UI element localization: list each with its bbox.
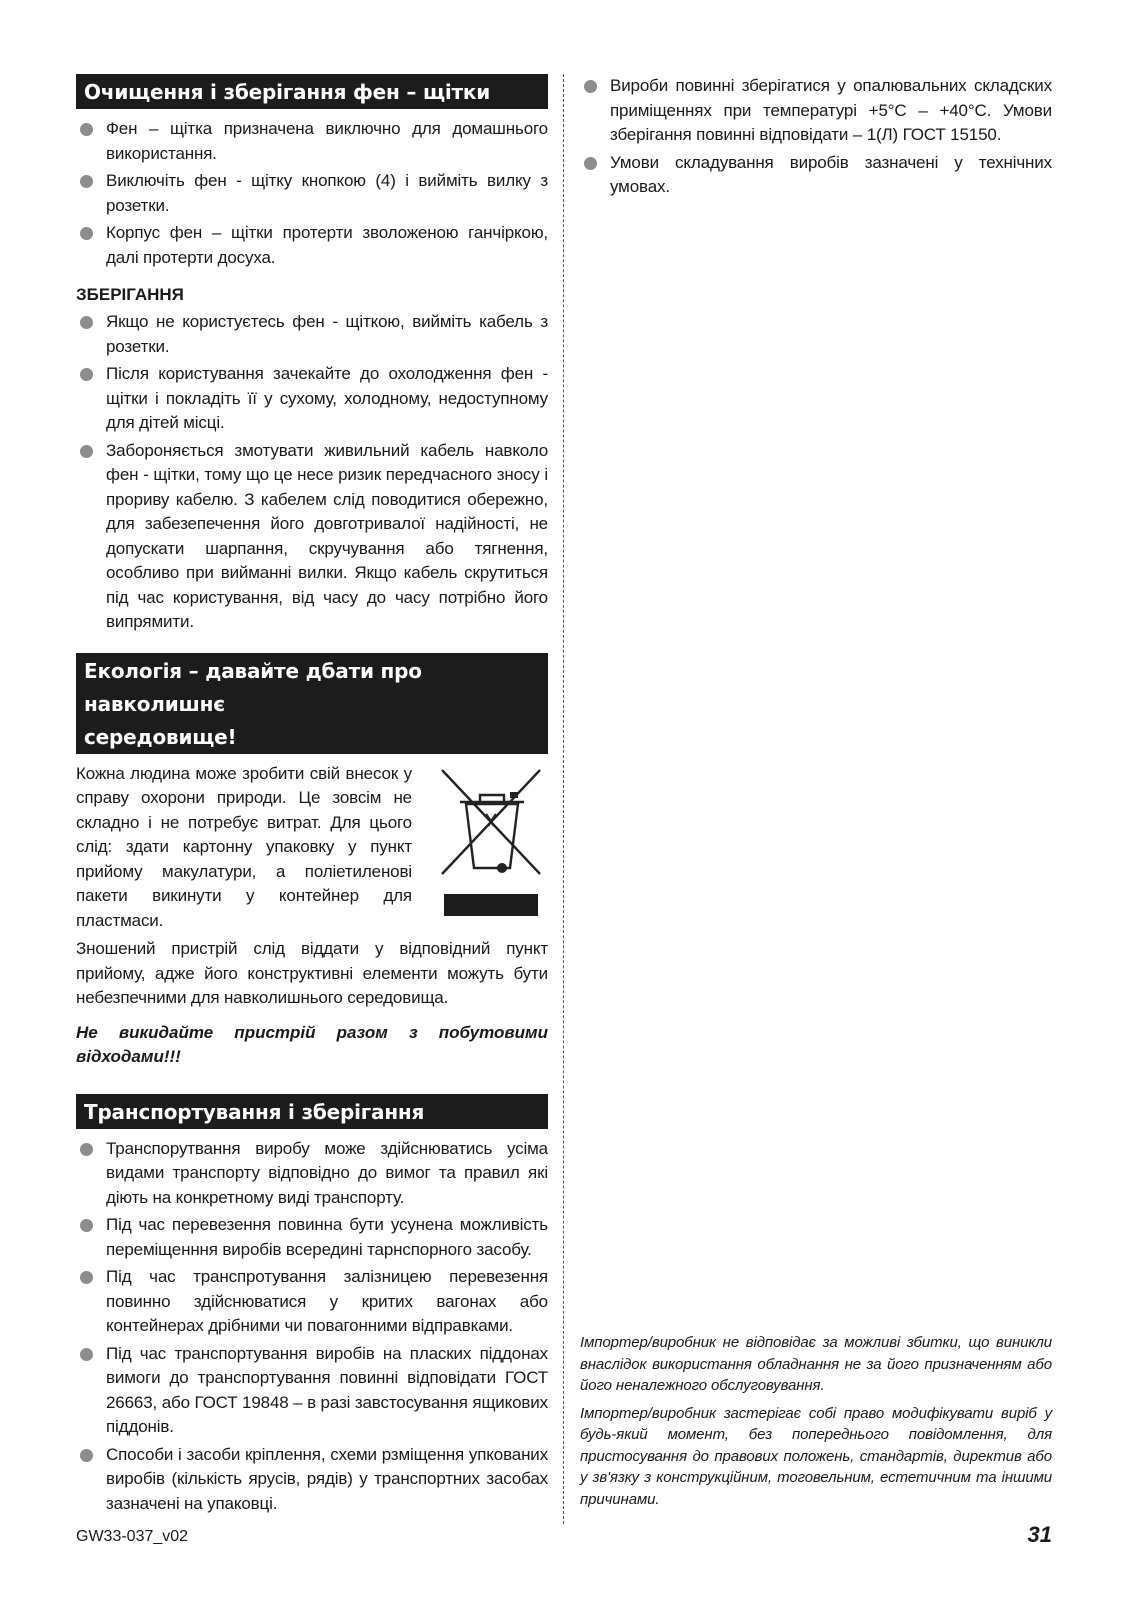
disclaimer-paragraph: Імпортер/виробник застерігає собі право модифікувати виріб у будь-який момент, без попереднього повідомлення, для пристосування до правових положень, стандартів, директив або у зв'язку з конструкційним, тоговельним, естетичним та іншими причинами. bbox=[580, 1404, 1052, 1508]
ecology-block bbox=[76, 762, 548, 1070]
cleaning-section-heading: Очищення і зберігання фен – щітки bbox=[76, 74, 548, 109]
document-code: GW33-037_v02 bbox=[76, 1528, 189, 1545]
bullet-icon bbox=[80, 175, 93, 188]
list-item: Корпус фен – щітки протерти зволоженою ганчіркою, далі протерти досуха. bbox=[76, 221, 548, 270]
crossed-out-wheelie-bin-icon bbox=[436, 764, 546, 920]
bullet-icon bbox=[584, 80, 597, 93]
bullet-icon bbox=[80, 316, 93, 329]
ecology-section-heading: Екологія – давайте дбати про навколишнє середовище! bbox=[76, 653, 548, 754]
disposal-warning: Не викидайте пристрій разом з побутовими відходами!!! bbox=[76, 1022, 548, 1066]
bullet-icon bbox=[80, 123, 93, 136]
column-divider bbox=[563, 74, 564, 1524]
bullet-icon bbox=[80, 1348, 93, 1361]
list-item: Транспорутвання виробу може здійснюватись усіма видами транспорту відповідно до вимог та правил які діють на конкретному виді транспорту. bbox=[76, 1137, 548, 1211]
storage-subheading: ЗБЕРІГАННЯ bbox=[76, 285, 184, 304]
list-item: Вироби повинні зберігатися у опалювальних складских приміщеннях при температурі +5°C – +40°C. Умови зберігання повинні відповідати – 1(Л) ГОСТ 15150. bbox=[580, 74, 1052, 148]
bullet-icon bbox=[80, 227, 93, 240]
disclaimer-paragraph: Імпортер/виробник не відповідає за можливі збитки, що виникли внаслідок використання обладнання не за його призначенням або його неналежного обслуговування. bbox=[580, 1334, 1052, 1394]
cleaning-bullet-list bbox=[76, 117, 548, 270]
list-item: Під час транспортування виробів на пласких піддонах вимоги до транспортування повинні відповідати ГОСТ 26663, або ГОСТ 19848 – в разі завстосування ящикових піддонів. bbox=[76, 1342, 548, 1440]
transport-bullet-list bbox=[76, 1137, 548, 1517]
storage-conditions-list bbox=[580, 74, 1052, 200]
left-column bbox=[76, 74, 548, 1519]
bullet-icon bbox=[80, 1219, 93, 1232]
list-item: Умови складування виробів зазначені у технічних умовах. bbox=[580, 151, 1052, 200]
bullet-icon bbox=[80, 445, 93, 458]
storage-bullet-list bbox=[76, 310, 548, 635]
list-item: Фен – щітка призначена виключно для домашнього використання. bbox=[76, 117, 548, 166]
list-item: Способи і засоби кріплення, схеми рзміщення упкованих виробів (кількість ярусів, рядів) у транспортних засобах зазначені на упаковці. bbox=[76, 1443, 548, 1517]
transport-section-heading: Транспортування і зберігання bbox=[76, 1094, 548, 1129]
bullet-icon bbox=[80, 1449, 93, 1462]
bullet-icon bbox=[80, 1271, 93, 1284]
bullet-icon bbox=[80, 368, 93, 381]
list-item: Під час транспротування залізницею перевезення повинно здійснюватися у критих вагонах або контейнерах дрібними чи повагонними відправками. bbox=[76, 1265, 548, 1339]
ecology-text-2: Зношений пристрій слід віддати у відповідний пункт прийому, адже його конструктивні елементи можуть бути небезпечними для навколишнього середовища. bbox=[76, 939, 548, 1007]
bullet-icon bbox=[80, 1143, 93, 1156]
list-item: Забороняється змотувати живильний кабель навколо фен - щітки, тому що це несе ризик передчасного зносу і прориву кабелю. З кабелем слід поводитися обережно, для забезепечення його довготривалої надійності, не допускати шарпання, скручування або тягнення, особливо при вийманні вилки. Якщо кабель скрутиться під час користування, від часу до часу потрібно його випрямити. bbox=[76, 439, 548, 635]
disclaimer bbox=[580, 1332, 1052, 1516]
list-item: Якщо не користуєтесь фен - щіткою, вийміть кабель з розетки. bbox=[76, 310, 548, 359]
ecology-text: Кожна людина може зробити свій внесок у справу охорони природи. Це зовсім не складно і не потребує витрат. Для цього слід: здати картонну упаковку у пункт прийому макулатури, а поліетиленові пакети викинути у контейнер для пластмаси. bbox=[76, 763, 412, 930]
page-number: 31 bbox=[1027, 1522, 1052, 1547]
list-item: Після користування зачекайте до охолодження фен - щітки і покладіть її у сухому, холодному, недоступному для дітей місці. bbox=[76, 362, 548, 436]
list-item: Виключіть фен - щітку кнопкою (4) і вийміть вилку з розетки. bbox=[76, 169, 548, 218]
list-item: Під час перевезення повинна бути усунена можливість переміщенння виробів всередині тарнспорного засобу. bbox=[76, 1213, 548, 1262]
right-column bbox=[580, 74, 1052, 203]
bullet-icon bbox=[584, 157, 597, 170]
